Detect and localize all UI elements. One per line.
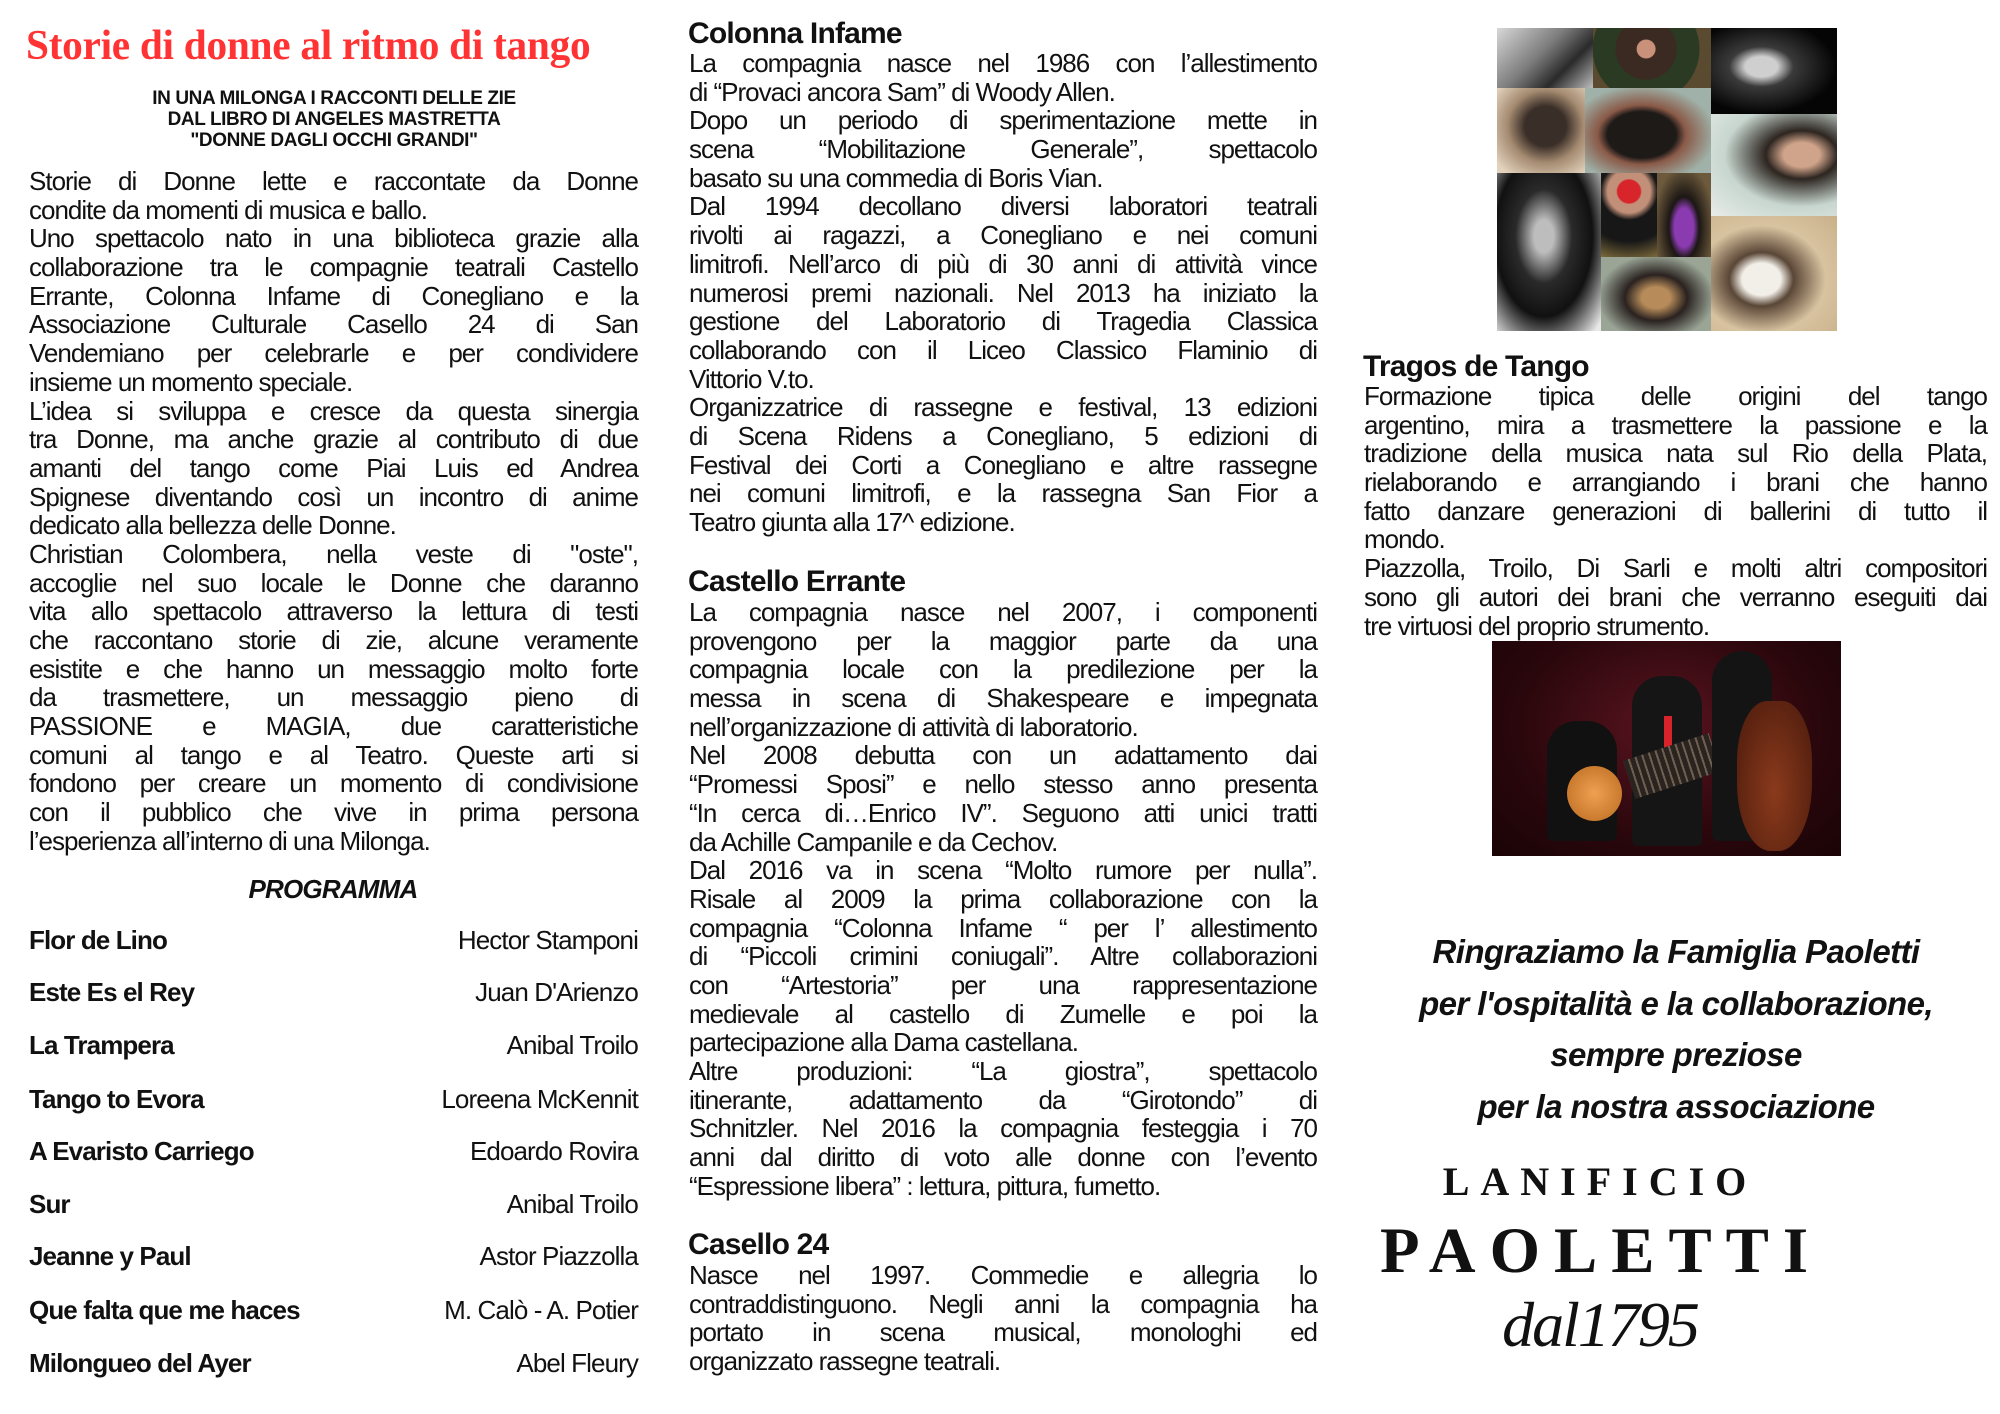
text-line: “In cerca di…Enrico IV”. Seguono atti unici tratti	[689, 797, 1317, 828]
text-line: organizzato rassegne teatrali.	[689, 1346, 1001, 1377]
text-line: sono gli autori dei brani che verranno eseguiti dai	[1364, 581, 1987, 612]
text-line: insieme un momento speciale.	[29, 366, 353, 397]
composer: Anibal Troilo	[506, 1029, 638, 1060]
text-line: che raccontano storie di zie, alcune veramente	[29, 625, 638, 655]
section-body-colonna-infame	[689, 49, 1317, 537]
text-line: da Achille Campanile e da Cechov.	[689, 826, 1058, 857]
section-heading-casello-24: Casello 24	[688, 1228, 829, 1261]
thanks-line: sempre preziose	[1550, 1036, 1802, 1074]
thanks-line: Ringraziamo la Famiglia Paoletti	[1432, 933, 1920, 970]
text-line: collaborazione tra le compagnie teatrali Castello	[29, 252, 638, 283]
song-title: Sur	[29, 1188, 70, 1219]
text-line: gestione del Laboratorio di Tragedia Classica	[689, 306, 1317, 337]
text-line: accoglie nel suo locale le Donne che daranno	[29, 567, 638, 598]
text-line: contraddistinguono. Negli anni la compagnia ha	[689, 1288, 1317, 1319]
text-line: compagnia “Colonna Infame “ per l’ allestimento	[689, 912, 1317, 943]
tragos-heading-text: Tragos de Tango	[1363, 350, 1589, 383]
text-line: numerosi premi nazionali. Nel 2013 ha iniziato la	[689, 277, 1317, 308]
song-title: Jeanne y Paul	[29, 1240, 191, 1271]
text-line: fatto danzare generazioni di ballerini di tutto il	[1364, 495, 1987, 526]
text-line: esistite e che hanno un messaggio molto forte	[29, 653, 638, 684]
thanks-line: per l'ospitalità e la collaborazione,	[1419, 984, 1933, 1022]
section-body-castello-errante	[689, 598, 1317, 1200]
text-line: Dal 2016 va in scena “Molto rumore per nulla”.	[689, 855, 1317, 886]
subtitle	[28, 88, 640, 151]
tango-trio-photo	[1492, 641, 1841, 856]
song-title: A Evaristo Carriego	[29, 1135, 254, 1166]
text-line: argentino, mira a trasmettere la passione e la	[1364, 409, 1987, 440]
text-line: Dal 1994 decollano diversi laboratori teatrali	[689, 191, 1317, 222]
text-line: vita allo spettacolo attraverso la lettura di testi	[29, 596, 638, 627]
text-line: l’esperienza all’interno di una Milonga.	[29, 825, 430, 856]
text-line: Christian Colombera, nella veste di "oste",	[29, 538, 638, 569]
text-line: Vittorio V.to.	[689, 363, 814, 394]
song-title: Este Es el Rey	[29, 976, 195, 1007]
programma-title: PROGRAMMA	[248, 874, 418, 904]
text-line: itinerante, adattamento da “Girotondo” di	[689, 1084, 1317, 1115]
text-line: tradizione della musica nata sul Rio della Plata,	[1364, 438, 1987, 469]
text-line: portato in scena musical, monologhi ed	[689, 1317, 1317, 1348]
text-line: L’idea si sviluppa e cresce da questa sinergia	[29, 395, 638, 426]
text-line: La compagnia nasce nel 2007, i componenti	[689, 597, 1317, 627]
collage-photo	[1497, 28, 1593, 88]
text-line: da trasmettere, un messaggio pieno di	[29, 682, 638, 713]
text-line: scena “Mobilitazione Generale”, spettacolo	[689, 134, 1317, 165]
text-line: con il pubblico che vive in prima persona	[29, 797, 638, 828]
text-line: condite da momenti di musica e ballo.	[29, 194, 428, 225]
text-line: fondono per creare un momento di condivisione	[29, 768, 638, 799]
text-line: nei comuni limitrofi, e la rassegna San Fior a	[689, 478, 1317, 509]
programma-row	[29, 1187, 638, 1221]
collage-photo	[1601, 173, 1657, 257]
programma-row	[29, 1028, 638, 1062]
text-line: PASSIONE e MAGIA, due caratteristiche	[29, 711, 638, 742]
programma-row	[29, 923, 638, 957]
photo-collage	[1497, 28, 1837, 331]
collage-photo	[1601, 257, 1711, 331]
text-line: Storie di Donne lette e raccontate da Donne	[29, 166, 638, 196]
subtitle-line: "DONNE DAGLI OCCHI GRANDI"	[190, 130, 478, 151]
text-line: tre virtuosi del proprio strumento.	[1364, 610, 1710, 641]
text-line: Spignese diventando così un incontro di anime	[29, 481, 638, 512]
composer: Anibal Troilo	[506, 1188, 638, 1219]
text-line: Festival dei Corti a Conegliano e altre rassegne	[689, 449, 1317, 480]
song-title: Tango to Evora	[29, 1083, 204, 1114]
collage-photo	[1657, 173, 1711, 257]
section-body-casello-24	[689, 1261, 1317, 1376]
guitar	[1567, 766, 1622, 821]
text-line: Errante, Colonna Infame di Conegliano e la	[29, 280, 638, 311]
text-line: di “Piccoli crimini coniugali”. Altre collaborazioni	[689, 941, 1317, 972]
text-line: Nel 2008 debutta con un adattamento dai	[689, 740, 1317, 771]
text-line: tra Donne, ma anche grazie al contributo di due	[29, 424, 638, 455]
programma-row	[29, 1346, 638, 1380]
composer: Hector Stamponi	[457, 924, 638, 955]
collage-photo	[1593, 28, 1711, 88]
text-line: mondo.	[1364, 524, 1445, 555]
text-line: collaborando con il Liceo Classico Flaminio di	[689, 334, 1317, 365]
song-title: Milongueo del Ayer	[29, 1347, 251, 1378]
section-heading-castello-errante: Castello Errante	[688, 565, 906, 598]
programma-row	[29, 1082, 638, 1116]
text-line: anni dal diritto di voto alle donne con l’evento	[689, 1142, 1317, 1173]
composer: Loreena McKennit	[441, 1083, 638, 1114]
text-line: Formazione tipica delle origini del tango	[1364, 381, 1987, 411]
composer: Astor Piazzolla	[479, 1240, 638, 1271]
collage-photo	[1497, 88, 1585, 173]
text-line: Vendemiano per celebrarle e per condividere	[29, 338, 638, 369]
text-line: di “Provaci ancora Sam” di Woody Allen.	[689, 76, 1115, 107]
text-line: Teatro giunta alla 17^ edizione.	[689, 507, 1015, 537]
composer: Juan D'Arienzo	[475, 976, 638, 1007]
text-line: partecipazione alla Dama castellana.	[689, 1027, 1078, 1058]
text-line: provengono per la maggior parte da una	[689, 625, 1317, 656]
composer: M. Calò - A. Potier	[444, 1294, 638, 1325]
collage-photo	[1711, 28, 1837, 114]
intro-paragraphs	[29, 167, 638, 856]
text-line: dedicato alla bellezza delle Donne.	[29, 510, 396, 541]
text-line: Associazione Culturale Casello 24 di San	[29, 309, 638, 340]
text-line: rielaborando e arrangiando i brani che hanno	[1364, 467, 1987, 498]
subtitle-line: IN UNA MILONGA I RACCONTI DELLE ZIE	[152, 88, 516, 109]
programma-row	[29, 1293, 638, 1327]
subtitle-line: DAL LIBRO DI ANGELES MASTRETTA	[167, 109, 501, 130]
page-title: Storie di donne al ritmo di tango	[26, 23, 591, 69]
text-line: La compagnia nasce nel 1986 con l’allestimento	[689, 48, 1317, 78]
composer: Abel Fleury	[516, 1347, 638, 1378]
text-line: messa in scena di Shakespeare e impegnata	[689, 683, 1317, 714]
text-line: nell’organizzazione di attività di laboratorio.	[689, 711, 1138, 742]
song-title: Que falta que me haces	[29, 1294, 300, 1325]
composer: Edoardo Rovira	[469, 1135, 638, 1166]
text-line: “Espressione libera” : lettura, pittura, fumetto.	[689, 1170, 1161, 1201]
text-line: medievale al castello di Zumelle e poi la	[689, 998, 1317, 1029]
text-line: compagnia locale con la predilezione per la	[689, 654, 1317, 685]
text-line: amanti del tango come Piai Luis ed Andrea	[29, 452, 638, 483]
collage-photo	[1711, 216, 1837, 331]
collage-photo	[1711, 114, 1837, 216]
logo-dal1795: dal1795	[1502, 1289, 1698, 1360]
thanks-message	[1370, 926, 1982, 1133]
text-line: rivolti ai ragazzi, a Conegliano e nei comuni	[689, 220, 1317, 251]
song-title: La Trampera	[29, 1029, 174, 1060]
text-line: Risale al 2009 la prima collaborazione con la	[689, 883, 1317, 914]
text-line: “Promessi Sposi” e nello stesso anno presenta	[689, 769, 1317, 800]
collage-photo	[1497, 173, 1601, 331]
text-line: Uno spettacolo nato in una biblioteca grazie alla	[29, 223, 638, 254]
collage-photo	[1585, 88, 1711, 173]
song-title: Flor de Lino	[29, 924, 167, 955]
text-line: Altre produzioni: “La giostra”, spettacolo	[689, 1056, 1317, 1086]
programma-row	[29, 1239, 638, 1273]
text-line: comuni al tango e al Teatro. Queste arti si	[29, 739, 638, 770]
logo-lanificio: LANIFICIO	[1442, 1159, 1758, 1204]
text-line: Nasce nel 1997. Commedie e allegria lo	[689, 1260, 1317, 1290]
tragos-heading	[1363, 350, 1589, 384]
double-bass	[1737, 701, 1812, 851]
programma-row	[29, 975, 638, 1009]
text-line: limitrofi. Nell’arco di più di 30 anni di attività vince	[689, 248, 1317, 279]
text-line: con “Artestoria” per una rappresentazione	[689, 969, 1317, 1000]
text-line: Piazzolla, Troilo, Di Sarli e molti altri compositori	[1364, 553, 1987, 584]
text-line: Organizzatrice di rassegne e festival, 13 edizioni	[689, 392, 1317, 423]
section-heading-colonna-infame: Colonna Infame	[688, 17, 902, 50]
text-line: Dopo un periodo di sperimentazione mette in	[689, 105, 1317, 136]
logo-paoletti: PAOLETTI	[1380, 1215, 1823, 1287]
thanks-line: per la nostra associazione	[1477, 1088, 1875, 1126]
programma-row	[29, 1134, 638, 1168]
text-line: basato su una commedia di Boris Vian.	[689, 162, 1103, 193]
text-line: Schnitzler. Nel 2016 la compagnia festeggia i 70	[689, 1113, 1317, 1144]
tragos-body	[1364, 382, 1987, 640]
text-line: di Scena Ridens a Conegliano, 5 edizioni di	[689, 420, 1317, 451]
